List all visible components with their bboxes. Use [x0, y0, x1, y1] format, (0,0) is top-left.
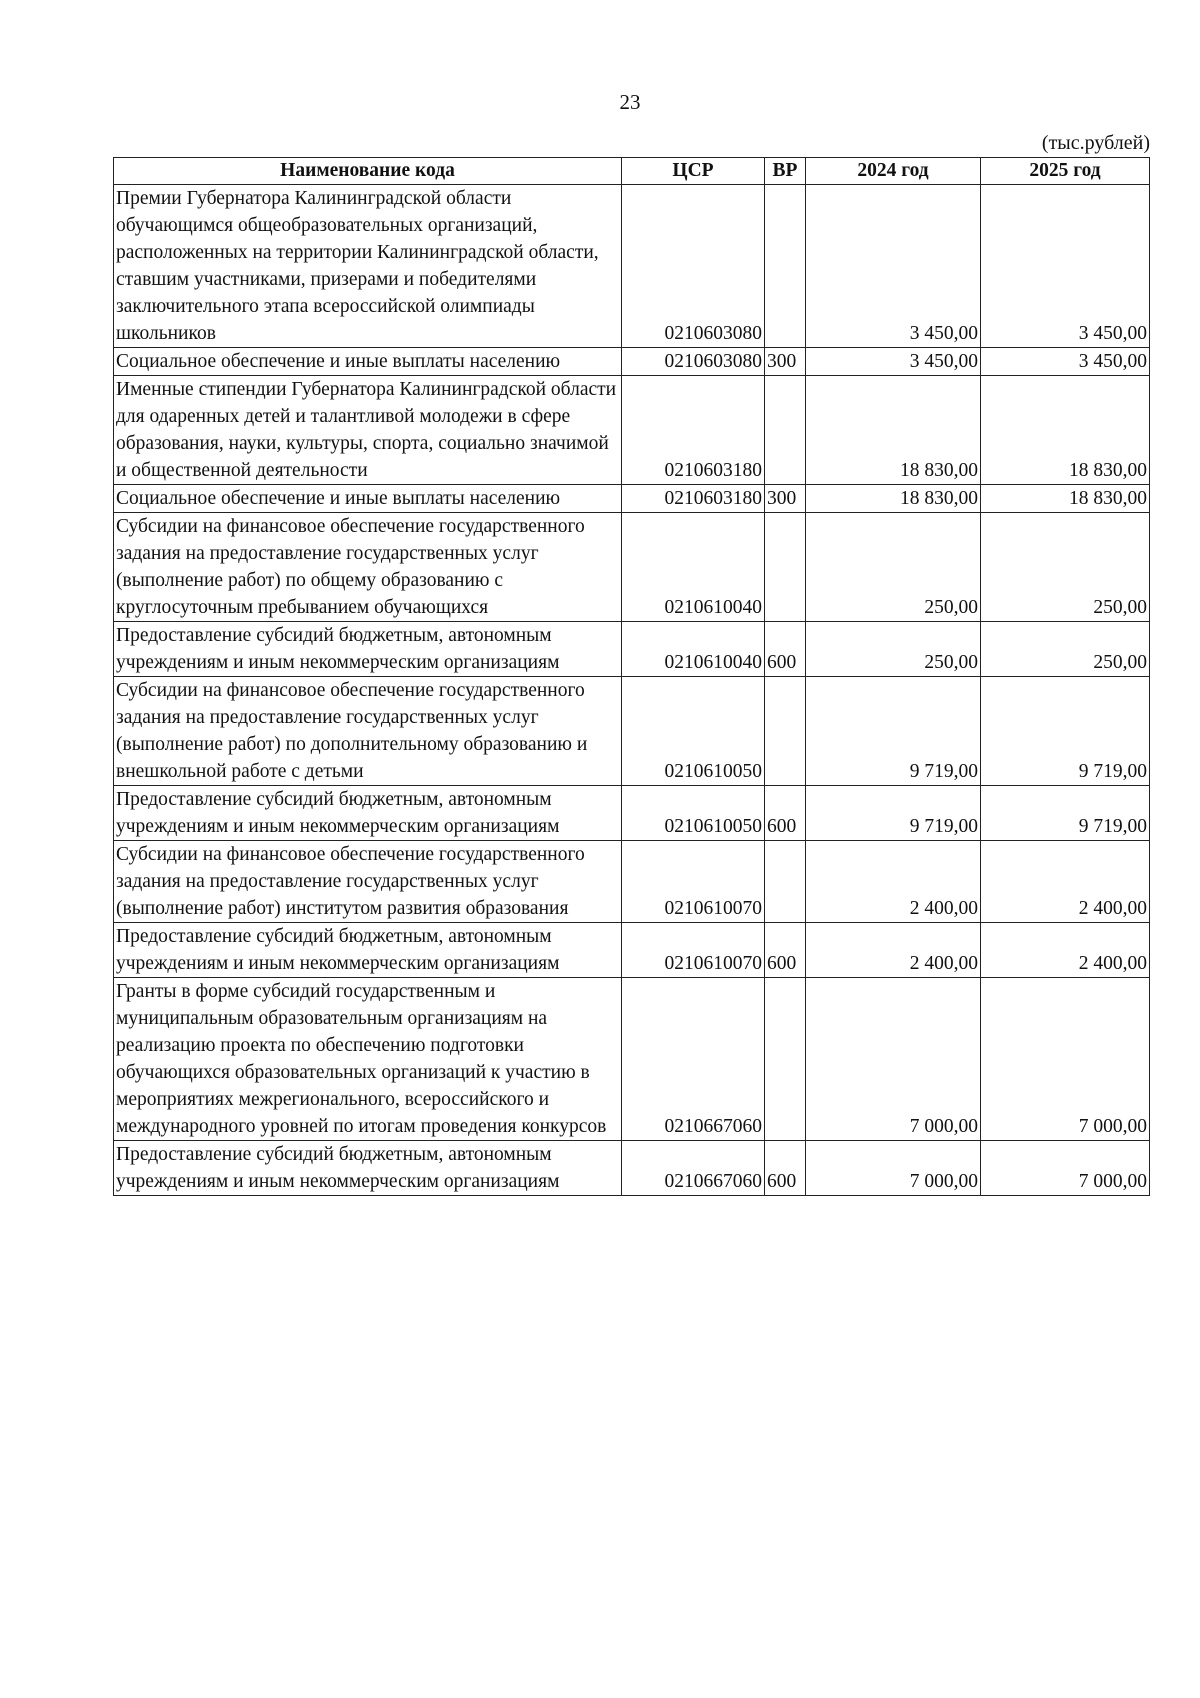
cell-csr: 0210667060 [622, 1141, 765, 1196]
cell-csr: 0210610070 [622, 923, 765, 978]
table-header-row [114, 158, 1150, 185]
header-2025: 2025 год [981, 158, 1150, 185]
cell-vr: 300 [765, 485, 806, 513]
cell-vr [765, 978, 806, 1141]
table-row [114, 513, 1150, 622]
cell-name: Именные стипендии Губернатора Калининградской области для одаренных детей и талантливой молодежи в сфере образования, науки, культуры, спорта, социально значимой и общественной деятельности [114, 376, 622, 485]
table-row [114, 348, 1150, 376]
cell-csr: 0210610040 [622, 513, 765, 622]
cell-vr: 600 [765, 923, 806, 978]
cell-2024: 9 719,00 [806, 786, 981, 841]
cell-csr: 0210603180 [622, 485, 765, 513]
units-label: (тыс.рублей) [1041, 132, 1150, 154]
cell-csr: 0210667060 [622, 978, 765, 1141]
cell-2025: 3 450,00 [981, 185, 1150, 348]
cell-2024: 7 000,00 [806, 1141, 981, 1196]
cell-name: Премии Губернатора Калининградской области обучающимся общеобразовательных организаций, расположенных на территории Калининградской области, ставшим участниками, призерами и победителями заключительного этапа всероссийской олимпиады школьников [114, 185, 622, 348]
table-row [114, 485, 1150, 513]
cell-csr: 0210603180 [622, 376, 765, 485]
cell-2024: 9 719,00 [806, 677, 981, 786]
cell-csr: 0210610040 [622, 622, 765, 677]
cell-vr [765, 677, 806, 786]
cell-name: Социальное обеспечение и иные выплаты населению [114, 485, 622, 513]
cell-vr: 600 [765, 622, 806, 677]
cell-vr: 600 [765, 1141, 806, 1196]
cell-2024: 2 400,00 [806, 841, 981, 923]
budget-table [113, 157, 1150, 1196]
cell-2025: 7 000,00 [981, 1141, 1150, 1196]
cell-vr: 300 [765, 348, 806, 376]
cell-2024: 3 450,00 [806, 348, 981, 376]
cell-name: Предоставление субсидий бюджетным, автономным учреждениям и иным некоммерческим организациям [114, 622, 622, 677]
header-csr: ЦСР [622, 158, 765, 185]
cell-2025: 2 400,00 [981, 923, 1150, 978]
cell-2025: 250,00 [981, 622, 1150, 677]
cell-2025: 18 830,00 [981, 376, 1150, 485]
cell-2025: 18 830,00 [981, 485, 1150, 513]
cell-name: Субсидии на финансовое обеспечение государственного задания на предоставление государственных услуг (выполнение работ) по дополнительному образованию и внешкольной работе с детьми [114, 677, 622, 786]
cell-2025: 7 000,00 [981, 978, 1150, 1141]
cell-csr: 0210603080 [622, 185, 765, 348]
cell-vr [765, 185, 806, 348]
cell-name: Субсидии на финансовое обеспечение государственного задания на предоставление государственных услуг (выполнение работ) институтом развития образования [114, 841, 622, 923]
cell-2024: 250,00 [806, 622, 981, 677]
cell-2024: 7 000,00 [806, 978, 981, 1141]
cell-2024: 18 830,00 [806, 485, 981, 513]
cell-csr: 0210610050 [622, 677, 765, 786]
cell-vr [765, 841, 806, 923]
cell-name: Гранты в форме субсидий государственным и муниципальным образовательным организациям на реализацию проекта по обеспечению подготовки обучающихся образовательных организаций к участию в мероприятиях межрегионального, всероссийского и международного уровней по итогам проведения конкурсов [114, 978, 622, 1141]
cell-name: Предоставление субсидий бюджетным, автономным учреждениям и иным некоммерческим организациям [114, 1141, 622, 1196]
cell-2024: 18 830,00 [806, 376, 981, 485]
cell-csr: 0210610070 [622, 841, 765, 923]
table-row [114, 978, 1150, 1141]
header-vr: ВР [765, 158, 806, 185]
table-row [114, 677, 1150, 786]
cell-name: Предоставление субсидий бюджетным, автономным учреждениям и иным некоммерческим организациям [114, 786, 622, 841]
cell-csr: 0210603080 [622, 348, 765, 376]
cell-2025: 9 719,00 [981, 677, 1150, 786]
page-number: 23 [619, 90, 641, 114]
cell-name: Социальное обеспечение и иные выплаты населению [114, 348, 622, 376]
table-row [114, 841, 1150, 923]
table-row [114, 786, 1150, 841]
header-2024: 2024 год [806, 158, 981, 185]
cell-vr [765, 376, 806, 485]
cell-name: Субсидии на финансовое обеспечение государственного задания на предоставление государственных услуг (выполнение работ) по общему образованию с круглосуточным пребыванием обучающихся [114, 513, 622, 622]
cell-2025: 2 400,00 [981, 841, 1150, 923]
cell-2024: 3 450,00 [806, 185, 981, 348]
table-row [114, 376, 1150, 485]
table-row [114, 185, 1150, 348]
cell-2024: 250,00 [806, 513, 981, 622]
table-row [114, 622, 1150, 677]
cell-vr: 600 [765, 786, 806, 841]
cell-2025: 3 450,00 [981, 348, 1150, 376]
cell-2025: 250,00 [981, 513, 1150, 622]
cell-csr: 0210610050 [622, 786, 765, 841]
cell-2024: 2 400,00 [806, 923, 981, 978]
table-row [114, 923, 1150, 978]
cell-vr [765, 513, 806, 622]
table-row [114, 1141, 1150, 1196]
cell-2025: 9 719,00 [981, 786, 1150, 841]
cell-name: Предоставление субсидий бюджетным, автономным учреждениям и иным некоммерческим организациям [114, 923, 622, 978]
header-name: Наименование кода [114, 158, 622, 185]
